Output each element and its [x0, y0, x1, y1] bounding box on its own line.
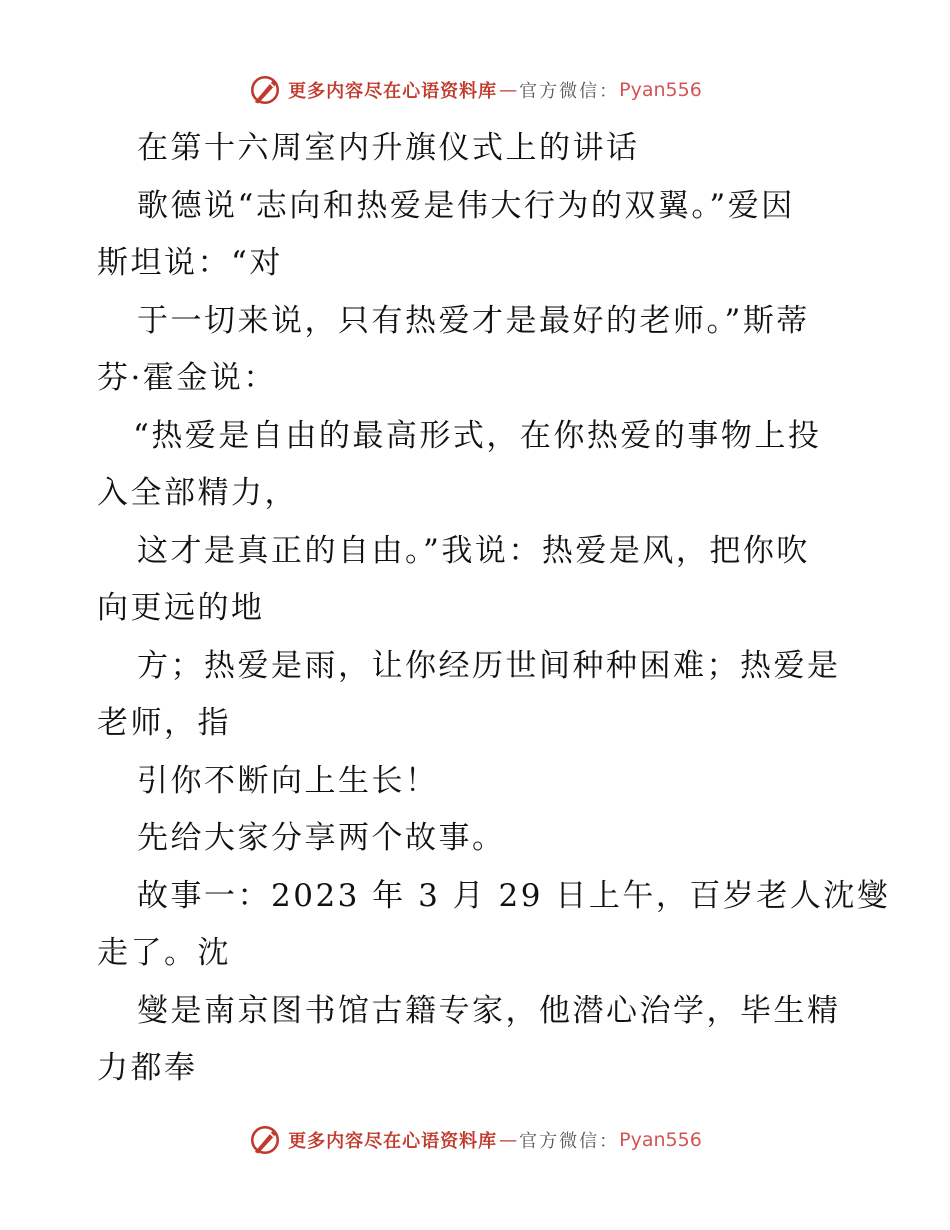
watermark-label: 官方微信： [519, 1131, 620, 1152]
paragraph-line: 燮是南京图书馆古籍专家，他潜心治学，毕生精 [137, 992, 841, 1029]
paragraph-line: 引你不断向上生长！ [137, 762, 439, 799]
header-watermark [0, 70, 950, 110]
watermark-highlight: 更多内容尽在心语资料库 [288, 1131, 498, 1152]
watermark-dash: — [499, 79, 518, 101]
paragraph-line: 老师，指 [97, 705, 231, 741]
watermark-highlight: 更多内容尽在心语资料库 [288, 81, 498, 102]
paragraph-line: 力都奉 [97, 1050, 198, 1086]
paragraph-line: 于一切来说，只有热爱才是最好的老师。”斯蒂 [137, 302, 810, 339]
paragraph-line: 方；热爱是雨，让你经历世间种种困难；热爱是 [137, 647, 841, 684]
watermark-dash: — [499, 1129, 518, 1151]
watermark-label: 官方微信： [519, 81, 620, 102]
watermark-brand: Pyan556 [619, 79, 702, 101]
quill-logo-icon [248, 1123, 282, 1157]
paragraph-line: 歌德说“志向和热爱是伟大行为的双翼。”爱因 [137, 187, 795, 224]
paragraph-line: 斯坦说：“对 [97, 245, 283, 281]
paragraph-line: 向更远的地 [97, 590, 265, 626]
paragraph-line: 走了。沈 [97, 935, 231, 971]
footer-watermark [0, 1120, 950, 1160]
quill-logo-icon [248, 73, 282, 107]
paragraph-line: 这才是真正的自由。”我说：热爱是风，把你吹 [137, 532, 810, 569]
paragraph-line: “热爱是自由的最高形式，在你热爱的事物上投 [133, 417, 822, 454]
paragraph-line: 芬·霍金说： [97, 360, 277, 396]
document-body [97, 120, 891, 1098]
document-title: 在第十六周室内升旗仪式上的讲话 [137, 130, 640, 166]
paragraph-line: 故事一：2023 年 3 月 29 日上午，百岁老人沈燮 [137, 877, 891, 914]
watermark-brand: Pyan556 [619, 1129, 702, 1151]
paragraph-line: 入全部精力， [97, 475, 298, 511]
paragraph-line: 先给大家分享两个故事。 [137, 820, 506, 856]
